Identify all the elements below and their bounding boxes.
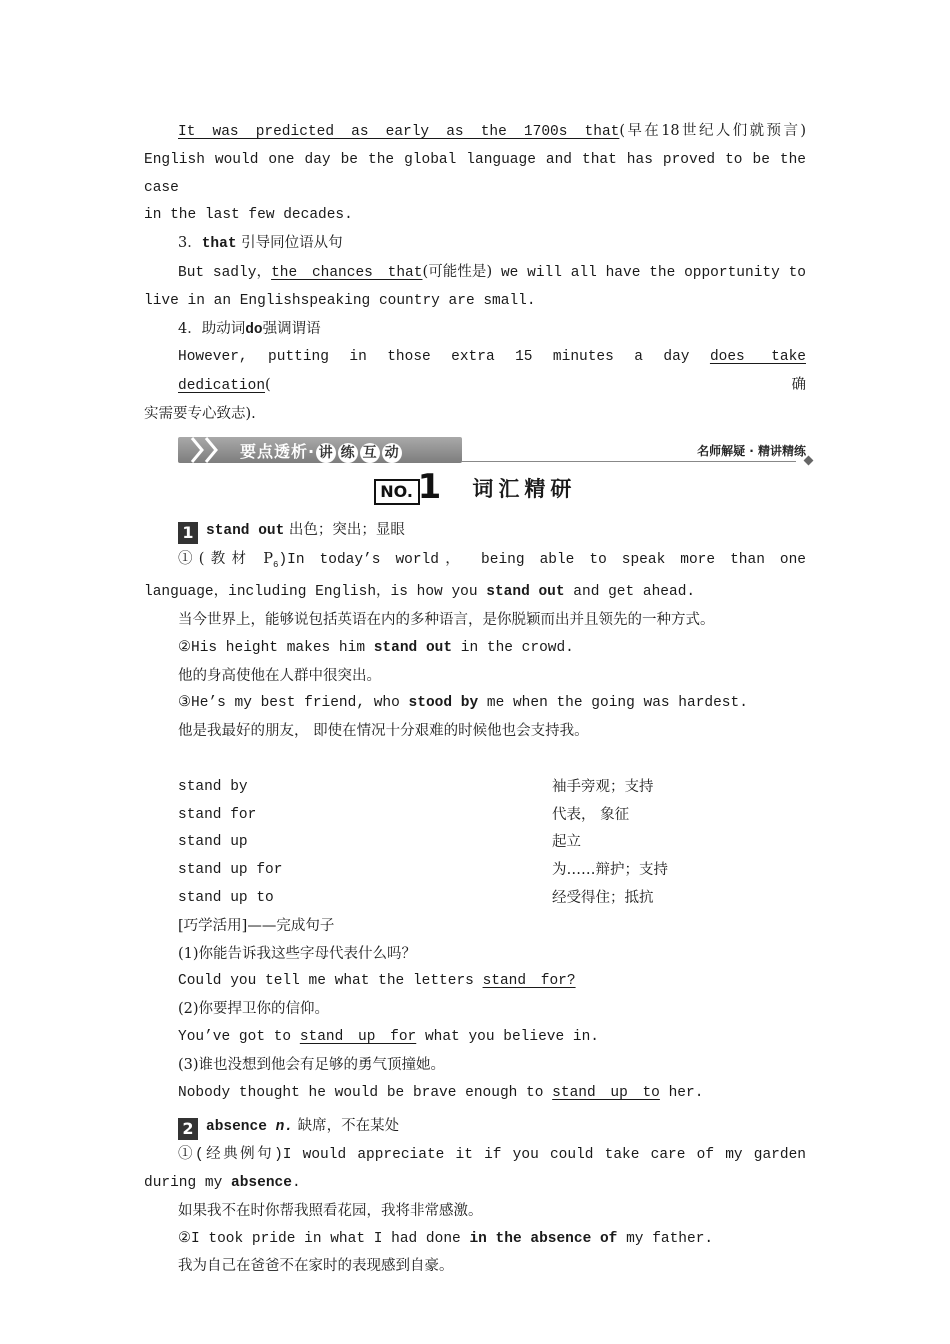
example-line bbox=[144, 118, 806, 147]
answer-underline: stand up to bbox=[552, 1084, 660, 1101]
practice-title: [巧学活用]——完成句子 bbox=[178, 917, 335, 934]
example-line: live in an Englishspeaking country are small. bbox=[144, 292, 536, 309]
document-page bbox=[144, 118, 806, 1281]
list-item: stand up to 经受得住；抵抗 bbox=[178, 890, 654, 907]
question-prompt: (3)谁也没想到他会有足够的勇气顶撞她。 bbox=[178, 1056, 446, 1073]
keyword: stand out bbox=[486, 584, 565, 601]
chevron-right-icon bbox=[190, 437, 204, 463]
example-line: in the last few decades. bbox=[144, 207, 353, 224]
banner-title: 要点透析· 讲 练 互 动 bbox=[240, 439, 403, 463]
entry-number-badge: 1 bbox=[178, 522, 198, 544]
example-line: 实需要专心致志). bbox=[144, 405, 256, 422]
list-item: stand by 袖手旁观；支持 bbox=[178, 778, 654, 795]
vocab-word: absence bbox=[206, 1119, 267, 1136]
question-answer: You’ve got to stand up for what you believe in. bbox=[178, 1029, 599, 1045]
section-heading: 4．助动词do强调谓语 bbox=[178, 320, 321, 338]
question-answer: Could you tell me what the letters stand for? bbox=[178, 973, 576, 990]
translation-line: 如果我不在时你帮我照看花园，我将非常感激。 bbox=[178, 1202, 483, 1219]
banner-subtitle: 名师解疑 · 精讲精练 bbox=[697, 443, 806, 458]
section-heading: 3．that 引导同位语从句 bbox=[178, 235, 343, 253]
vocab-entry-heading: 1 stand out 出色；突出；显眼 bbox=[144, 517, 806, 546]
list-item: stand for 代表， 象征 bbox=[178, 806, 630, 823]
section-banner bbox=[144, 435, 806, 469]
example-line: ②His height makes him stand out in the crowd. bbox=[178, 639, 574, 656]
phrase-list bbox=[144, 774, 806, 913]
example-line: ①(教材 $P_6)In$ today’s world， being able to speak more than one bbox=[178, 550, 806, 570]
question-prompt: (1)你能告诉我这些字母代表什么吗？ bbox=[178, 945, 417, 962]
section-number-badge: NO. 1 bbox=[374, 473, 460, 503]
keyword: in the absence of bbox=[469, 1230, 618, 1247]
answer-underline: It was predicted as early as the 1700s that bbox=[178, 124, 620, 140]
answer-underline: stand for? bbox=[482, 973, 576, 990]
keyword: absence bbox=[231, 1174, 292, 1191]
example-line: language，including English，is how you stand out and get ahead. bbox=[144, 584, 696, 601]
chinese-gloss: (早在18世纪人们就预言) bbox=[619, 123, 807, 139]
banner-rule bbox=[462, 461, 796, 462]
answer-underline: stand up for bbox=[299, 1029, 417, 1045]
translation-line: 当今世界上，能够说包括英语在内的多种语言，是你脱颖而出并且领先的一种方式。 bbox=[178, 612, 715, 629]
answer-underline: the chances that bbox=[271, 264, 423, 281]
keyword: stand out bbox=[373, 639, 453, 656]
keyword: do bbox=[245, 321, 263, 338]
example-line: ①(经典例句)I would appreciate it if you could take care of my garden bbox=[178, 1147, 806, 1164]
example-line: English would one day be the global language and that has proved to be the case bbox=[144, 151, 806, 196]
keyword: stood by bbox=[408, 695, 479, 712]
translation-line: 他的身高使他在人群中很突出。 bbox=[178, 667, 381, 684]
example-line: ②I took pride in what I had done in the absence of my father. bbox=[178, 1230, 714, 1247]
section-title bbox=[144, 466, 806, 513]
example-line: ③He’s my best friend, who stood by me when the going was hardest. bbox=[178, 695, 748, 712]
example-line: during my absence. bbox=[144, 1174, 301, 1191]
example-line: But sadly，the chances that(可能性是) we will all have the opportunity to bbox=[178, 263, 806, 281]
question-prompt: (2)你要捍卫你的信仰。 bbox=[178, 1001, 330, 1018]
example-line: However, putting in those extra 15 minutes a day does take dedication(确 bbox=[178, 349, 806, 395]
vocab-word: stand out bbox=[206, 522, 285, 539]
entry-number-badge: 2 bbox=[178, 1118, 198, 1140]
chevron-right-icon bbox=[204, 437, 218, 463]
keyword: that bbox=[201, 236, 237, 253]
answer-underline: does take dedication bbox=[178, 349, 806, 395]
list-item: stand up for 为……辩护；支持 bbox=[178, 862, 668, 879]
translation-line: 他是我最好的朋友， 即使在情况十分艰难的时候他也会支持我。 bbox=[178, 723, 589, 740]
question-answer: Nobody thought he would be brave enough to stand up to her. bbox=[178, 1084, 704, 1101]
vocab-entry-heading: 2 absence n. 缺席，不在某处 bbox=[144, 1113, 806, 1142]
translation-line: 我为自己在爸爸不在家时的表现感到自豪。 bbox=[178, 1258, 454, 1275]
list-item: stand up 起立 bbox=[178, 834, 581, 851]
page-title: 词汇精研 bbox=[472, 476, 577, 501]
